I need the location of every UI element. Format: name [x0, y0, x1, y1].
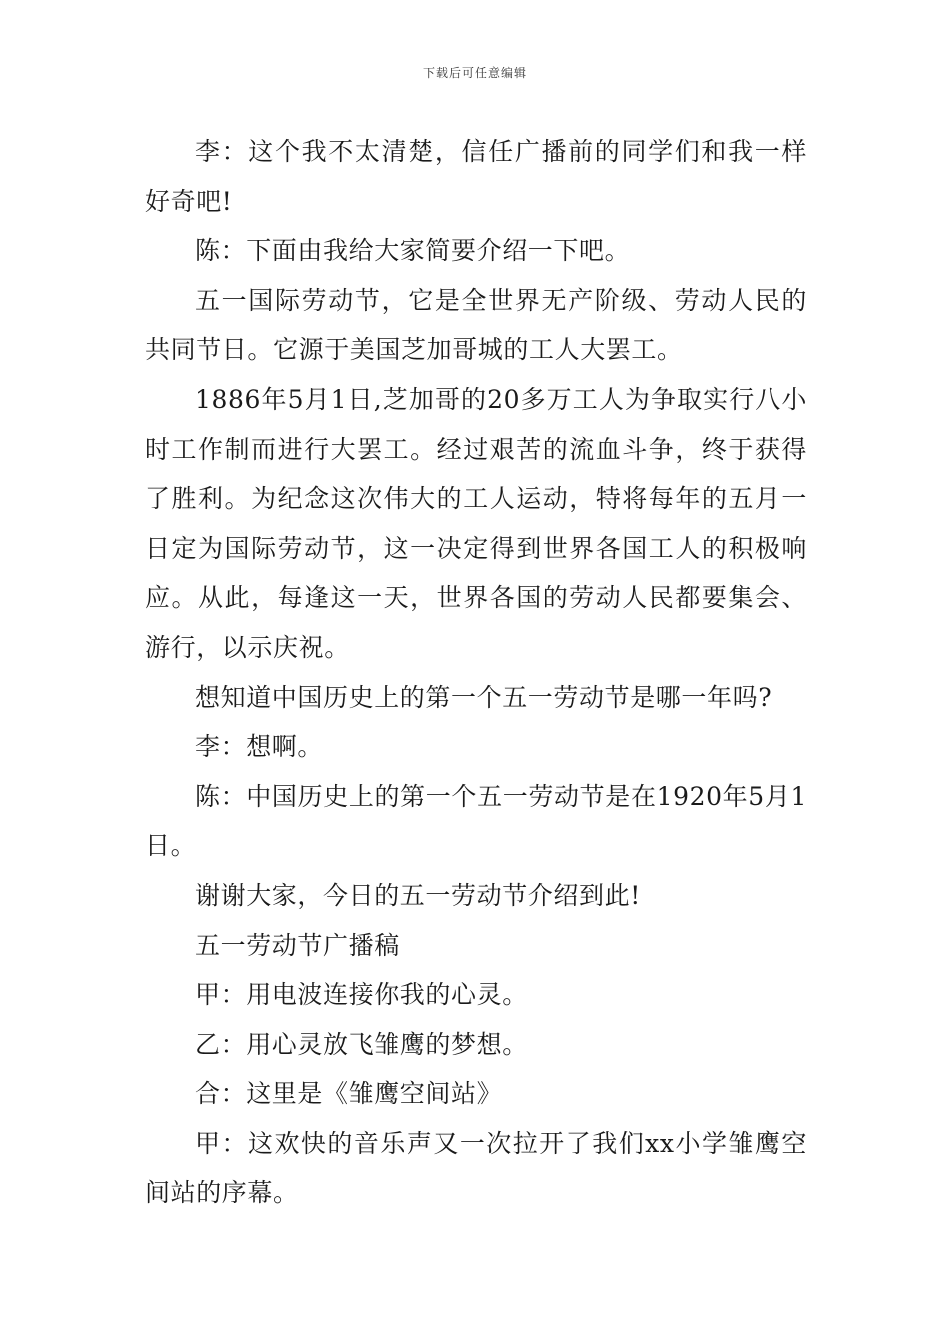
paragraph: 陈：中国历史上的第一个五一劳动节是在1920年5月1日。: [145, 781, 807, 861]
section-title: 五一劳动节广播稿: [195, 930, 400, 960]
header-note: 下载后可任意编辑: [422, 66, 527, 80]
paragraph: 乙：用心灵放飞雏鹰的梦想。: [195, 1029, 528, 1059]
paragraph: 李：这个我不太清楚，信任广播前的同学们和我一样好奇吧!: [145, 137, 807, 216]
document-body: [145, 127, 807, 1218]
paragraph: 合：这里是《雏鹰空间站》: [195, 1079, 503, 1109]
paragraph: 想知道中国历史上的第一个五一劳动节是哪一年吗?: [195, 682, 773, 712]
paragraph: 五一国际劳动节，它是全世界无产阶级、劳动人民的共同节日。它源于美国芝加哥城的工人大罢工。: [145, 285, 807, 365]
paragraph: 1886年5月1日,芝加哥的20多万工人为争取实行八小时工作制而进行大罢工。经过艰苦的流血斗争，终于获得了胜利。为纪念这次伟大的工人运动，特将每年的五月一日定为国际劳动节，这一决定得到世界各国工人的积极响应。从此，每逢这一天，世界各国的劳动人民都要集会、游行，以示庆祝。: [145, 384, 807, 662]
paragraph: 李：想啊。: [195, 732, 324, 762]
paragraph: 谢谢大家，今日的五一劳动节介绍到此!: [195, 880, 641, 910]
paragraph: 甲：用电波连接你我的心灵。: [195, 980, 528, 1010]
paragraph: 甲：这欢快的音乐声又一次拉开了我们xx小学雏鹰空间站的序幕。: [145, 1128, 807, 1208]
paragraph: 陈：下面由我给大家简要介绍一下吧。: [195, 236, 631, 266]
